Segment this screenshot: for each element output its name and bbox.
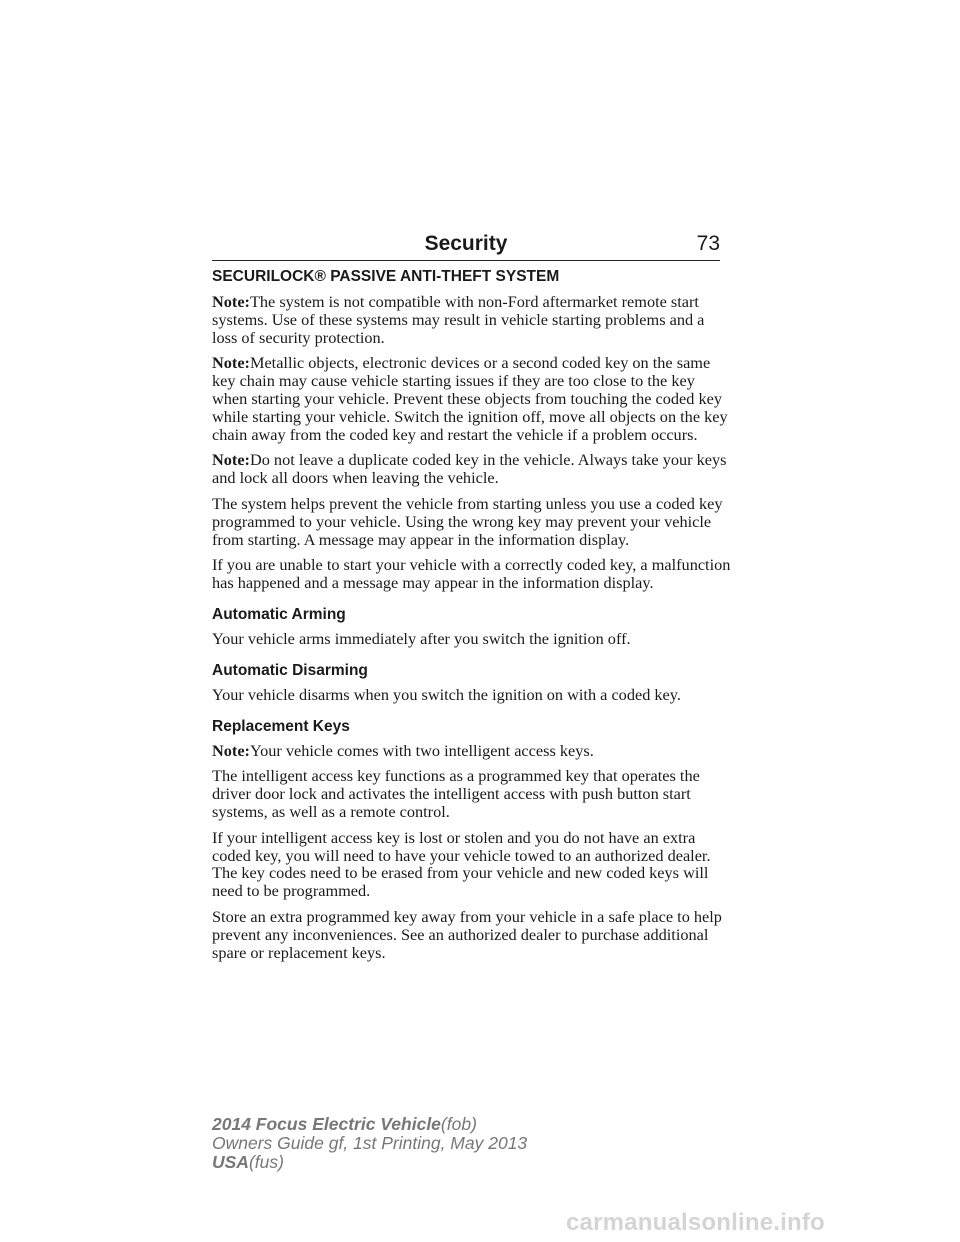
page-content xyxy=(212,268,732,969)
section-title: SECURILOCK® PASSIVE ANTI-THEFT SYSTEM xyxy=(212,268,560,285)
subheading-automatic-arming: Automatic Arming xyxy=(212,605,346,623)
note-text: Do not leave a duplicate coded key in the vehicle. Always take your keys and lock all doors when leaving the vehicle. xyxy=(212,450,727,488)
footer-region-code: (fus) xyxy=(248,1152,284,1172)
note-paragraph xyxy=(212,354,732,443)
note-label: Note: xyxy=(212,292,250,311)
note-label: Note: xyxy=(212,450,250,470)
note-label: Note: xyxy=(212,740,250,760)
body-paragraph: If your intelligent access key is lost or stolen and you do not have an extra coded key, you will need to have your vehicle towed to an authorized dealer. The key codes need to be erased from your vehicle and new coded keys will need to be programmed. xyxy=(212,827,711,901)
note-paragraph xyxy=(212,742,732,760)
subheading-automatic-disarming: Automatic Disarming xyxy=(212,661,368,679)
page-title: Security xyxy=(424,232,508,255)
footer-line-1 xyxy=(212,1115,612,1134)
footer-line-2: Owners Guide gf, 1st Printing, May 2013 xyxy=(212,1133,528,1153)
body-paragraph: The system helps prevent the vehicle from starting unless you use a coded key programmed to your vehicle. Using the wrong key may prevent your vehicle from starting. A message may appear in the information display. xyxy=(212,493,723,549)
body-paragraph: Your vehicle disarms when you switch the ignition on with a coded key. xyxy=(212,684,681,704)
watermark: carmanualsonline.info xyxy=(566,1209,825,1236)
body-paragraph: If you are unable to start your vehicle with a correctly coded key, a malfunction has happened and a message may appear in the information display. xyxy=(212,555,731,593)
note-paragraph xyxy=(212,293,732,346)
footer-region: USA xyxy=(212,1152,249,1172)
note-text: The system is not compatible with non-Ford aftermarket remote start systems. Use of these systems may result in vehicle starting problems and a loss of security protection. xyxy=(212,292,705,347)
page-number: 73 xyxy=(696,232,720,255)
subheading-replacement-keys: Replacement Keys xyxy=(212,717,350,735)
note-text: Your vehicle comes with two intelligent access keys. xyxy=(249,740,594,760)
body-paragraph: Your vehicle arms immediately after you switch the ignition off. xyxy=(212,628,631,648)
footer-vehicle: 2014 Focus Electric Vehicle xyxy=(212,1114,441,1134)
body-paragraph: The intelligent access key functions as a programmed key that operates the driver door lock and activates the intelligent access with push button start systems, as well as a remote control. xyxy=(212,766,700,821)
footer-line-3 xyxy=(212,1153,612,1172)
note-text: Metallic objects, electronic devices or a second coded key on the same key chain may cause vehicle starting issues if they are too close to the key when starting your vehicle. Prevent these objects from touching the coded key while starting your vehicle. Switch the ignition off, move all objects on the key chain away from the coded key and restart the vehicle if a problem occurs. xyxy=(212,353,728,444)
page-header xyxy=(212,232,720,261)
footer-code: (fob) xyxy=(440,1114,477,1134)
document-footer xyxy=(212,1115,612,1172)
body-paragraph: Store an extra programmed key away from your vehicle in a safe place to help prevent any inconveniences. See an authorized dealer to purchase additional spare or replacement keys. xyxy=(212,906,722,962)
note-paragraph xyxy=(212,451,732,487)
note-label: Note: xyxy=(212,353,250,373)
